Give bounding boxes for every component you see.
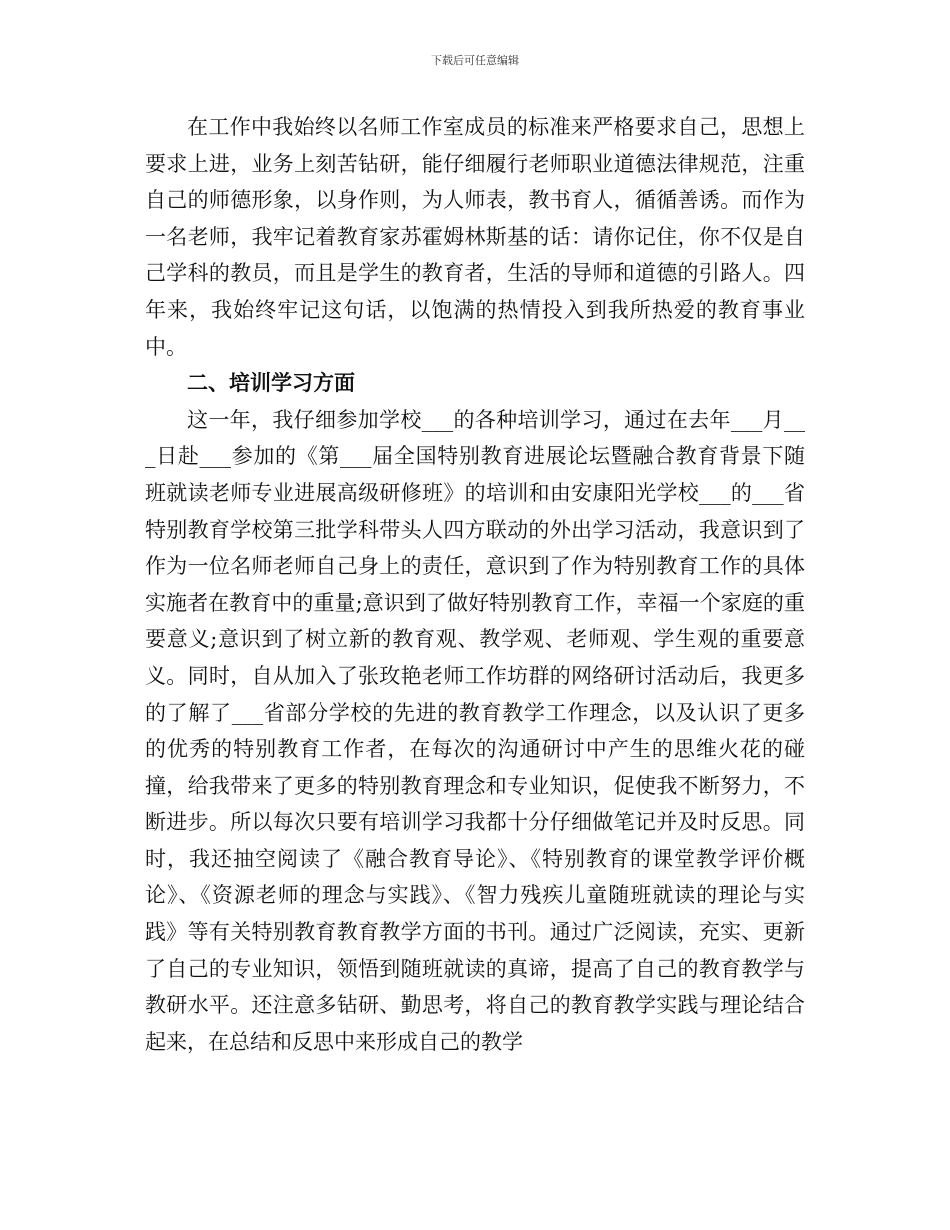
page-header: 下载后可任意编辑 [431,54,519,67]
paragraph-training-study: 这一年，我仔细参加学校___的各种培训学习，通过在去年___月___日赴___参加的《第___届全国特别教育进展论坛暨融合教育背景下随班就读老师专业进展高级研修班》的培训和由安康阳光学校___的___省特别教育学校第三批学科带头人四方联动的外出学习活动，我意识到了作为一位名师老师自己身上的责任，意识到了作为特别教育工作的具体实施者在教育中的重量;意识到了做好特别教育工作，幸福一个家庭的重要意义;意识到了树立新的教育观、教学观、老师观、学生观的重要意义。同时，自从加入了张玫艳老师工作坊群的网络研讨活动后，我更多的了解了___省部分学校的先进的教育教学工作理念，以及认识了更多的优秀的特别教育工作者，在每次的沟通研讨中产生的思维火花的碰撞，给我带来了更多的特别教育理念和专业知识，促使我不断努力，不断进步。所以每次只要有培训学习我都十分仔细做笔记并及时反思。同时，我还抽空阅读了《融合教育导论》、《特别教育的课堂教学评价概论》、《资源老师的理念与实践》、《智力残疾儿童随班就读的理论与实践》等有关特别教育教育教学方面的书刊。通过广泛阅读，充实、更新了自己的专业知识，领悟到随班就读的真谛，提高了自己的教育教学与教研水平。还注意多钻研、勤思考，将自己的教育教学实践与理论结合起来，在总结和反思中来形成自己的教学 [145,407,805,1054]
document-body [145,109,805,1060]
paragraph-teacher-ethics: 在工作中我始终以名师工作室成员的标准来严格要求自己，思想上要求上进，业务上刻苦钻研，能仔细履行老师职业道德法律规范，注重自己的师德形象，以身作则，为人师表，教书育人，循循善诱。而作为一名老师，我牢记着教育家苏霍姆林斯基的话：请你记住，你不仅是自己学科的教员，而且是学生的教育者，生活的导师和道德的引路人。四年来，我始终牢记这句话，以饱满的热情投入到我所热爱的教育事业中。 [145,115,805,359]
section-heading-training: 二、培训学习方面 [187,371,355,396]
